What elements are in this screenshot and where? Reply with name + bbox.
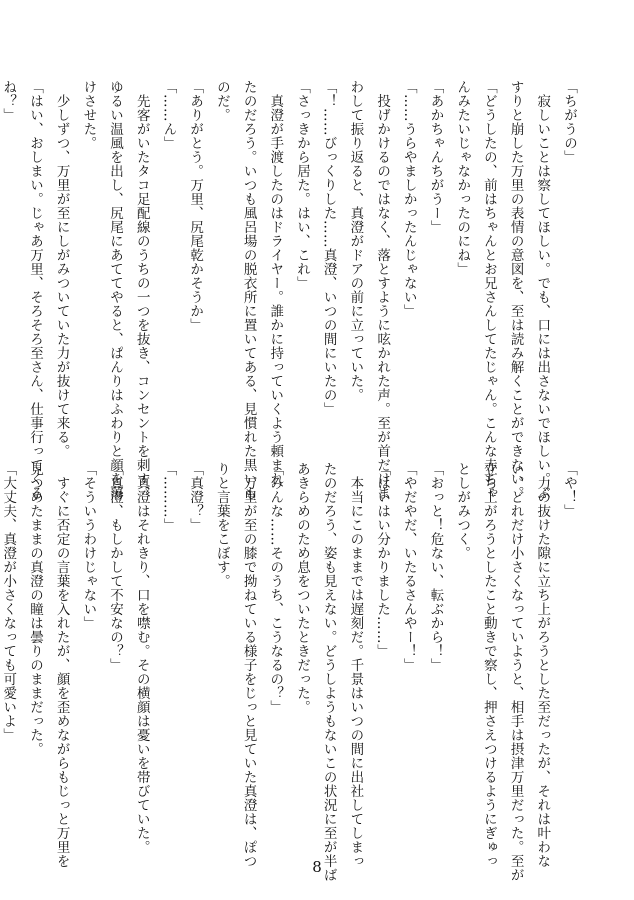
text-line: 「！……びっくりした……真澄、いつの間にいたの」 <box>320 80 337 416</box>
text-line: 「はいはい分かりました……」 <box>374 462 391 658</box>
page-number: 8 <box>312 858 322 876</box>
text-line: 万里が至の膝で拗ねている様子をじっと見ていた真澄は、ぽつ <box>240 462 257 868</box>
text-line: りと言葉をこぼす。 <box>213 462 230 588</box>
upper-text-block <box>0 80 582 500</box>
text-line: 立ち上がろうとしたこと動きで察し、押さえつけるようにぎゅっ <box>480 462 497 868</box>
text-line: けさせた。 <box>80 80 97 150</box>
text-line: い。どれだけ小さくなっていようと、相手は摂津万里だった。至が <box>507 462 524 882</box>
text-line: としがみつく。 <box>454 462 471 560</box>
text-line: 「……うらやましかったんじゃない」 <box>400 80 417 318</box>
text-line: 少しずつ、万里が至にしがみついていた力が抜けて来る。 <box>53 80 70 458</box>
text-line: 「ちがうの」 <box>561 80 577 164</box>
text-line: 「あかちゃんちがうー」 <box>427 80 444 234</box>
text-line: 先客がいたタコ足配線のうちの一つを抜き、コンセントを刺す。 <box>133 80 150 500</box>
text-line: 「真澄？」 <box>187 462 204 532</box>
lower-text-block <box>0 462 582 882</box>
text-line: すぐに否定の言葉を入れたが、顔を歪めながらもじっと万里を <box>53 462 70 868</box>
text-line: ね？」 <box>0 80 17 122</box>
text-line: ゆるい温風を出し、尻尾にあててやると、ぱんりはふわりと顔を蕩 <box>107 80 124 500</box>
text-line: 投げかけるのではなく、落とすように呟かれた声。至が首だけま <box>374 80 391 500</box>
text-line: 「そういうわけじゃない」 <box>80 462 97 630</box>
text-line: すりと崩した万里の表情の意図を、至は読み解くことができない。 <box>507 80 524 500</box>
text-line: たのだろう。いつも風呂場の脱衣所に置いてある、見慣れた黒いも <box>240 80 257 500</box>
text-line: 「やだやだ、いたるさんやー！」 <box>400 462 417 672</box>
text-line: 「大丈夫、真澄が小さくなっても可愛いよ」 <box>0 462 17 742</box>
text-line: たのだろう、姿も見えない。どうしようもないこの状況に至が半ば <box>320 462 337 882</box>
text-line: んみたいじゃなかったのにね」 <box>454 80 471 276</box>
text-line: 「はい、おしまい。じゃあ万里、そろそろ至さん、仕事行ってくる <box>26 80 43 500</box>
text-line: 真澄が手渡したのはドライヤー。誰かに持っていくよう頼まれ <box>267 80 284 486</box>
text-line: 「や！」 <box>561 462 577 518</box>
text-line: 力の抜けた隙に立ち上がろうとした至だったが、それは叶わな <box>534 462 551 868</box>
text-line: 「さっきから居た。はい、これ」 <box>293 80 310 290</box>
text-line: 「みんな……そのうち、こうなるの？」 <box>267 462 284 714</box>
text-line: 「真澄、もしかして不安なの？」 <box>107 462 124 672</box>
text-line: 「おっと！危ない、転ぶから！」 <box>427 462 444 672</box>
text-line: 「ありがとう。万里、尻尾乾かそうか」 <box>187 80 204 332</box>
text-line: 「どうしたの、前はちゃんとお兄さんしてたじゃん。こんな赤ちゃ <box>480 80 497 500</box>
text-line: 見つめたままの真澄の瞳は曇りのままだった。 <box>26 462 43 756</box>
text-line: 本当にこのままでは遅刻だ。千景はいつの間に出社してしまっ <box>347 462 364 868</box>
text-line: のだ。 <box>213 80 230 122</box>
text-line: 「……ん」 <box>160 80 177 150</box>
text-line: あきらめのため息をついたときだった。 <box>293 462 310 714</box>
text-line: 真澄はそれきり、口を噤む。その横顔は憂いを帯びていた。 <box>133 462 150 854</box>
text-line: 寂しいことは察してほしい。でも、口には出さないでほしい。ぶ <box>534 80 551 500</box>
text-line: 「………」 <box>160 462 177 532</box>
text-line: わして振り返ると、真澄がドアの前に立っていた。 <box>347 80 364 402</box>
